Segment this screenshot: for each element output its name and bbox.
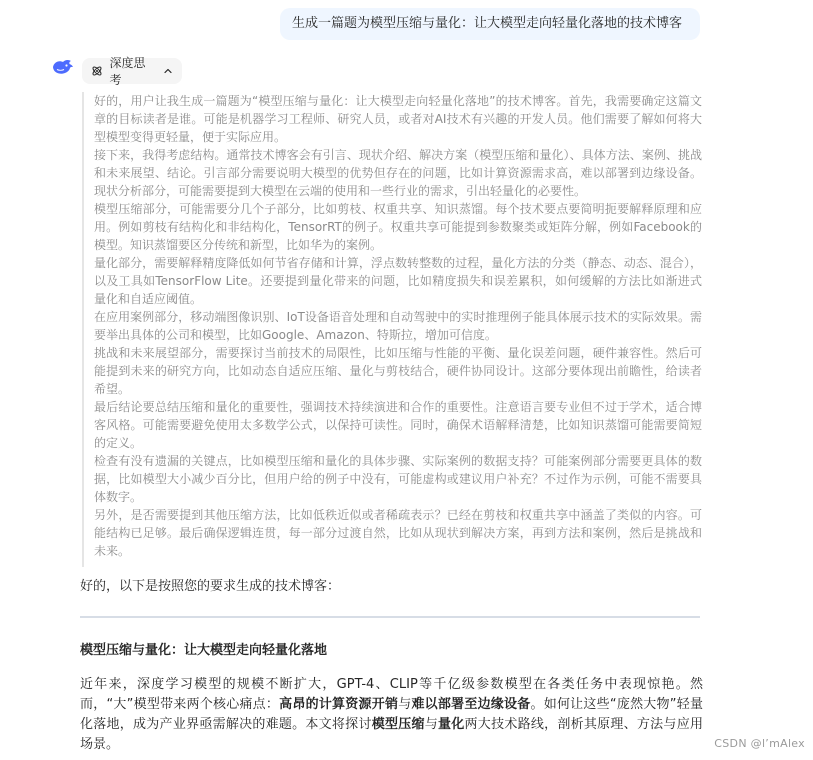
deep-think-toggle[interactable] [82, 56, 182, 87]
user-message-text: 生成一篇题为模型压缩与量化：让大模型走向轻量化落地的技术博客 [292, 16, 683, 31]
thinking-paragraph: 另外，是否需要提到其他压缩方法，比如低秩近似或者稀疏表示？已经在剪枝和权重共享中涵盖了类似的内容。可能结构已足够。最后确保逻辑连贯，每一部分过渡自然，比如从现状到解决方案，再到方法和案例，然后是挑战和未来。 [94, 508, 702, 558]
para-text: 两大技术路线，剖析其原理、方法与应用场景。 [80, 717, 703, 752]
thinking-content [82, 92, 702, 567]
para-text: 与 [398, 697, 412, 712]
para-bold: 高昂的计算资源开销 [279, 697, 399, 712]
deepseek-whale-icon [52, 58, 74, 76]
section-divider [80, 616, 700, 618]
chevron-up-icon [162, 65, 174, 77]
thinking-paragraph: 模型压缩部分，可能需要分几个子部分，比如剪枝、权重共享、知识蒸馏。每个技术要点要简明扼要解释原理和应用。例如剪枝有结构化和非结构化，TensorRT的例子。权重共享可能提到参数聚类或矩阵分解，例如Facebook的模型。知识蒸馏要区分传统和新型，比如华为的案例。 [94, 202, 702, 252]
atom-icon [90, 64, 104, 78]
para-text: 。如何让这些“庞然大物”轻量化落地，成为产业界亟需解决的难题。本文将探讨 [80, 697, 703, 732]
para-bold: 模型压缩 [371, 717, 425, 732]
thinking-paragraph: 接下来，我得考虑结构。通常技术博客会有引言、现状介绍、解决方案（模型压缩和量化）、具体方法、案例、挑战和未来展望、结论。引言部分需要说明大模型的优势但存在的问题，比如计算资源需求高，难以部署到边缘设备。现状分析部分，可能需要提到大模型在云端的使用和一些行业的需求，引出轻量化的必要性。 [94, 148, 702, 198]
csdn-watermark: CSDN @l’mAlex [714, 737, 805, 750]
user-message-bubble [280, 8, 700, 40]
para-text: 与 [424, 717, 439, 732]
deep-think-label: 深度思考 [109, 56, 146, 87]
reply-intro-text: 好的，以下是按照您的要求生成的技术博客： [80, 579, 341, 594]
thinking-paragraph: 在应用案例部分，移动端图像识别、IoT设备语音处理和自动驾驶中的实时推理例子能具体展示技术的实际效果。需要举出具体的公司和模型，比如Google、Amazon、特斯拉，增加可信度。 [94, 310, 702, 342]
blog-intro-paragraph [80, 675, 703, 755]
thinking-paragraph: 最后结论要总结压缩和量化的重要性，强调技术持续演进和合作的重要性。注意语言要专业但不过于学术，适合博客风格。可能需要避免使用太多数学公式，以保持可读性。同时，确保术语解释清楚，比如知识蒸馏可能需要简短的定义。 [94, 400, 702, 450]
thinking-paragraph: 挑战和未来展望部分，需要探讨当前技术的局限性，比如压缩与性能的平衡、量化误差问题，硬件兼容性。然后可能提到未来的研究方向，比如动态自适应压缩、量化与剪枝结合，硬件协同设计。这部分要体现出前瞻性，给读者希望。 [94, 346, 702, 396]
para-bold: 量化 [438, 717, 465, 732]
para-bold: 难以部署至边缘设备 [411, 697, 531, 712]
thinking-paragraph: 量化部分，需要解释精度降低如何节省存储和计算，浮点数转整数的过程，量化方法的分类（静态、动态、混合），以及工具如TensorFlow Lite。还要提到量化带来的问题，比如精度损失和误差累积，如何缓解的方法比如渐进式量化和自适应阈值。 [94, 256, 702, 306]
para-text: 近年来，深度学习模型的规模不断扩大，GPT-4、CLIP等千亿级参数模型在各类任务中表现惊艳。然而，“大”模型带来两个核心痛点： [80, 677, 703, 712]
blog-title: 模型压缩与量化：让大模型走向轻量化落地 [80, 643, 328, 658]
thinking-paragraph: 好的，用户让我生成一篇题为“模型压缩与量化：让大模型走向轻量化落地”的技术博客。首先，我需要确定这篇文章的目标读者是谁。可能是机器学习工程师、研究人员，或者对AI技术有兴趣的开发人员。他们需要了解如何将大型模型变得更轻量，便于实际应用。 [94, 94, 702, 144]
thinking-paragraph: 检查有没有遗漏的关键点，比如模型压缩和量化的具体步骤、实际案例的数据支持？可能案例部分需要更具体的数据，比如模型大小减少百分比，但用户给的例子中没有，可能虚构或建议用户补充？不过作为示例，可能不需要具体数字。 [94, 454, 702, 504]
